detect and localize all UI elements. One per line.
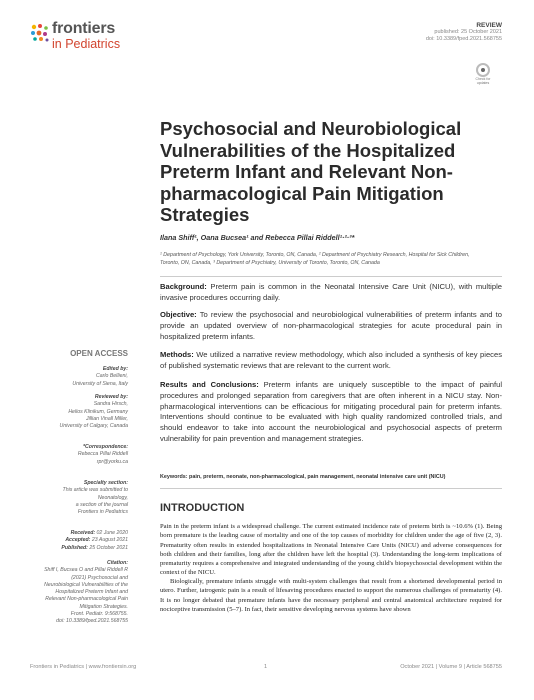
methods-text: We utilized a narrative review methodology, which also included a synthesis of key pieces of published systematic reviews that are relevant to the current work.: [160, 350, 502, 370]
reviewer: Helios Klinikum, Germany: [68, 408, 128, 415]
dates: [30, 530, 128, 552]
doi: doi: 10.3389/fped.2021.568755: [425, 36, 502, 42]
accepted-date: 23 August 2021: [90, 537, 128, 544]
page-number: 1: [264, 664, 268, 670]
received-date: 02 June 2020: [95, 530, 128, 536]
reviewer: University of Calgary, Canada: [59, 423, 128, 430]
journal-name: in Pediatrics: [52, 37, 121, 51]
specialty-section: [30, 480, 128, 516]
abstract-methods: [160, 350, 502, 372]
check-updates-icon: [476, 63, 490, 77]
article-meta: [426, 22, 502, 43]
footer-journal-link[interactable]: Frontiers in Pediatrics | www.frontiersin.org: [30, 664, 137, 670]
citation-line: Mitigation Strategies.: [79, 603, 128, 610]
objective-label: Objective:: [160, 310, 197, 319]
citation-line: Shiff I, Bucsea O and Pillai Riddell R: [44, 567, 128, 574]
correspondent-email[interactable]: rpr@yorku.ca: [96, 458, 128, 465]
results-text: Preterm infants are uniquely susceptible to the impact of painful procedures and prolonged separation from caregivers that are often inherent in a NICU stay. Non-pharmacological interventions can be efficacious for mitigating procedural pain for preterm infants. Interventions should continue to be evaluated with high quality randomized controlled trials, and should endeavor to take into account the neurobiological and psychosocial aspects of preterm vulnerability for pain prevention and management strategies.: [160, 380, 502, 443]
published-label: Published:: [61, 544, 88, 551]
section-heading: INTRODUCTION: [160, 502, 245, 514]
specialty-label: Specialty section:: [83, 480, 128, 486]
background-text: Preterm pain is common in the Neonatal Intensive Care Unit (NICU), with multiple invasive procedures occurring daily.: [160, 282, 502, 302]
citation-line: (2021) Psychosocial and: [71, 574, 128, 581]
correspondent-name: Rebecca Pillai Riddell: [77, 451, 128, 458]
open-access-label: OPEN ACCESS: [70, 349, 128, 358]
specialty-line: Neonatology,: [97, 494, 128, 501]
specialty-line: Frontiers in Pediatrics: [77, 509, 128, 516]
check-updates-label: Check for updates: [475, 77, 491, 85]
citation-line: Hospitalized Preterm Infant and: [55, 589, 128, 596]
background-label: Background:: [160, 282, 207, 291]
abstract-results: [160, 380, 502, 445]
frontiers-logo-icon: [30, 23, 50, 43]
results-label: Results and Conclusions:: [160, 380, 259, 389]
reviewed-by-label: Reviewed by:: [94, 394, 128, 400]
specialty-line: This article was submitted to: [62, 487, 128, 494]
citation: [30, 560, 128, 626]
citation-line: doi: 10.3389/fped.2021.568755: [56, 618, 128, 625]
journal-brand: frontiers: [52, 20, 116, 37]
edited-by-label: Edited by:: [102, 366, 128, 372]
citation-line: Neurobiological Vulnerabilities of the: [44, 581, 128, 588]
methods-label: Methods:: [160, 350, 194, 359]
abstract-objective: [160, 310, 502, 342]
intro-paragraph: Pain in the preterm infant is a widespread challenge. The current estimated incidence rate of preterm birth is ~10.6% (1). Being born premature is the leading cause of mortality and one of the top causes of morbidity for children under the age of five (2, 3). Prematurity often results in extended hospitalizations in Neonatal Intensive Care Units (NICU) and adverse consequences for both children and their families, long after the children have left the hospital (3). Understanding the long-term implications of prematurity requires a comprehensive and integrated understanding of the young child's biopsychosocial development within the context of the NICU.: [160, 523, 502, 577]
footer-volume: October 2021 | Volume 9 | Article 568755: [400, 664, 502, 670]
published-date-side: 25 October 2021: [87, 544, 128, 551]
check-updates-button[interactable]: [470, 63, 496, 91]
citation-line: Relevant Non-pharmacological Pain: [45, 596, 128, 603]
editor-name: Carlo Bellieni,: [95, 373, 128, 380]
divider: [160, 276, 502, 277]
affiliations: ¹ Department of Psychology, York University, Toronto, ON, Canada, ² Department of Psychiatry Research, Hospital for Sick Children, Toronto, ON, Canada, ³ Department of Psychiatry, University of Toronto, Toronto, ON, Canada: [160, 252, 470, 266]
edited-by: [30, 366, 128, 388]
published-date: published: 25 October 2021: [434, 29, 502, 35]
article-title: Psychosocial and Neurobiological Vulnerabilities of the Hospitalized Preterm Infant and Relevant Non-pharmacological Pain Mitigation Strategies: [160, 118, 462, 225]
correspondence: [30, 444, 128, 466]
intro-paragraph: Biologically, premature infants struggle with multi-system challenges that result from a shortened developmental period in utero. Further, iatrogenic pain is a result of lifesaving procedures enacted to support the numerous challenges of prematurity (4). It is no longer debated that premature infants have the necessary peripheral and central anatomical architecture required for nociceptive transmission (5–7). In fact, their sensitive developing nervous systems have shown: [160, 578, 502, 613]
authors: Ilana Shiff¹, Oana Bucsea¹ and Rebecca Pillai Riddell¹·²·³*: [160, 233, 355, 242]
keywords: Keywords: pain, preterm, neonate, non-pharmacological, pain management, neonatal intensive care unit (NICU): [160, 474, 446, 480]
editor-affil: University of Siena, Italy: [72, 380, 128, 387]
objective-text: To review the psychosocial and neurobiological vulnerabilities of preterm infants and to provide an updated overview of non-pharmacological strategies for acute procedural pain in hospitalized preterm infants.: [160, 310, 502, 341]
citation-line: Front. Pediatr. 9:568755.: [70, 611, 128, 618]
abstract-background: [160, 282, 502, 304]
correspondence-label: *Correspondence:: [83, 444, 128, 450]
citation-label: Citation:: [106, 560, 128, 566]
article-type: REVIEW: [476, 22, 502, 29]
reviewer: Sandra Hirsch,: [93, 401, 128, 408]
divider: [160, 488, 502, 489]
specialty-line: a section of the journal: [75, 501, 128, 508]
accepted-label: Accepted:: [65, 537, 91, 544]
reviewed-by: [30, 394, 128, 430]
received-label: Received:: [70, 530, 96, 536]
reviewer: Jillian Vinall Miller,: [86, 415, 128, 422]
